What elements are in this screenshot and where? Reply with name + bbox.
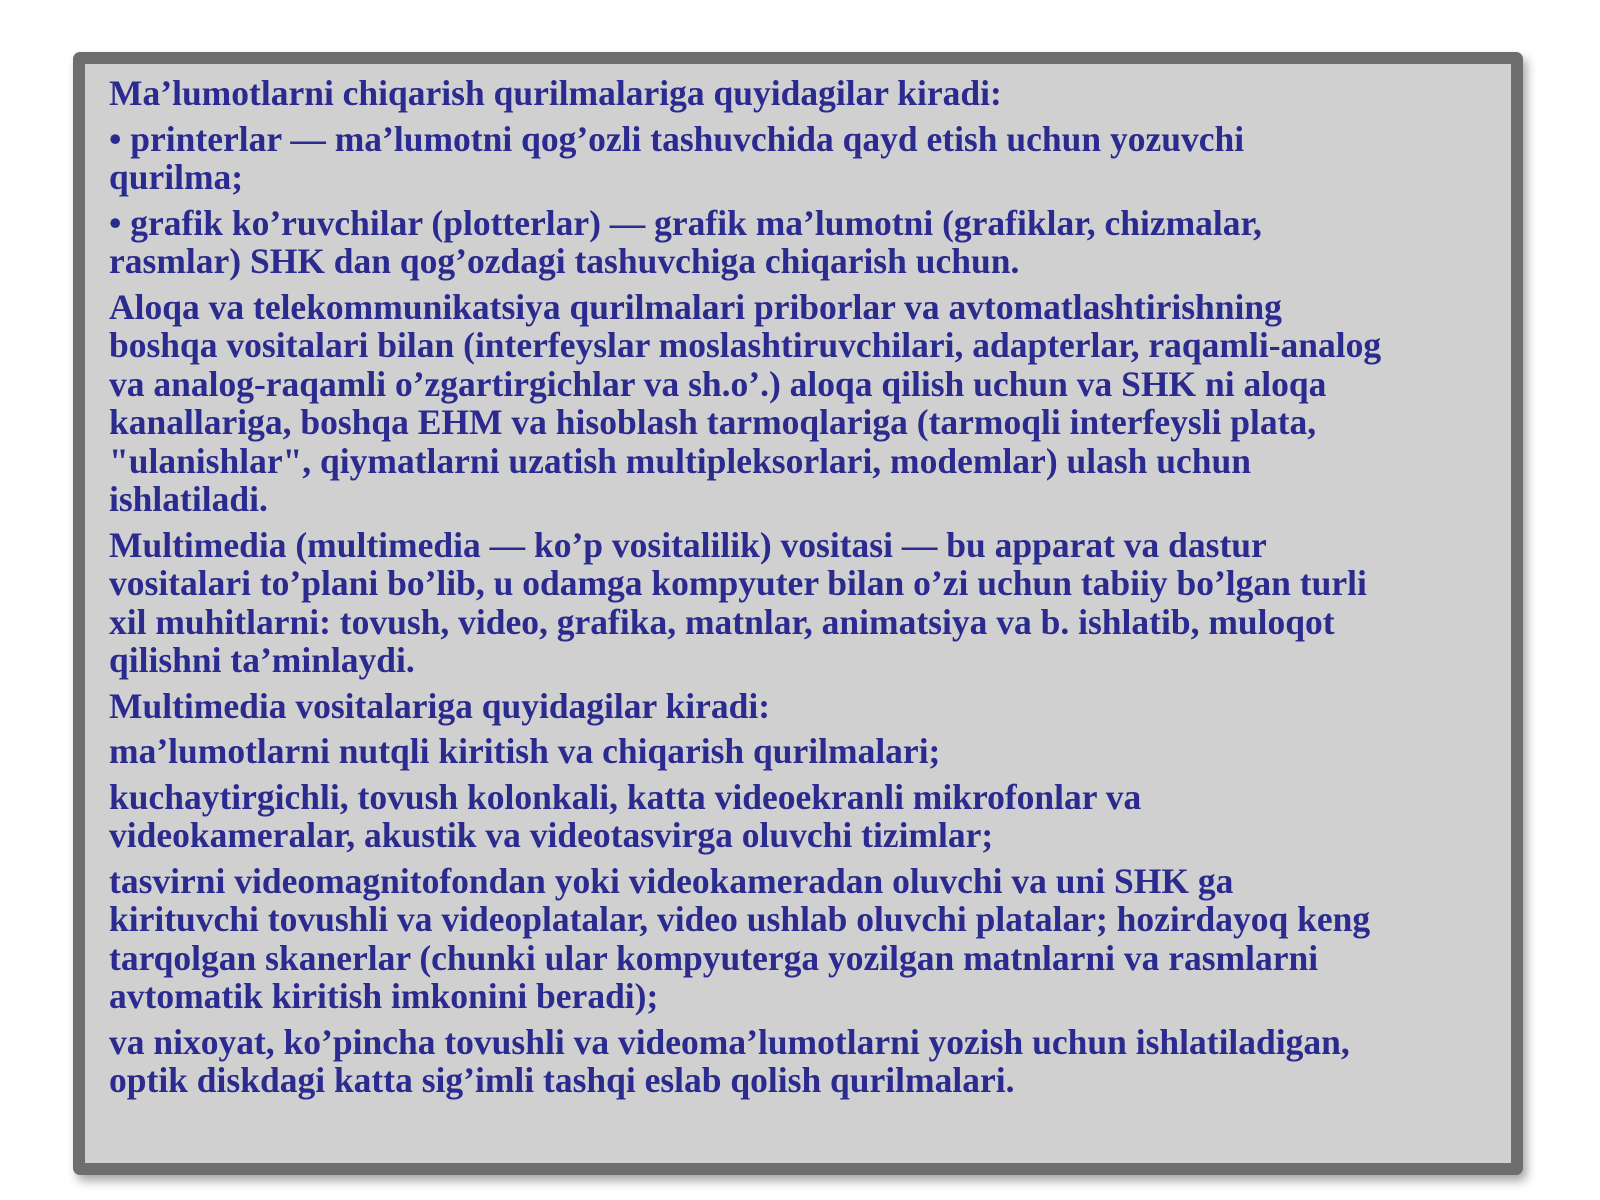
- text-line: tarqolgan skanerlar (chunki ular kompyuterga yozilgan matnlarni va rasmlarni: [109, 937, 1319, 978]
- paragraph: [109, 74, 1501, 113]
- text-line: avtomatik kiritish imkonini beradi);: [109, 976, 659, 1016]
- text-line: kirituvchi tovushli va videoplatalar, video ushlab oluvchi platalar; hozirdayoq keng: [109, 899, 1371, 939]
- text-frame: [73, 52, 1523, 1175]
- text-line: videokameralar, akustik va videotasvirga oluvchi tizimlar;: [109, 815, 994, 855]
- text-line: kuchaytirgichli, tovush kolonkali, katta videoekranli mikrofonlar va: [109, 776, 1142, 817]
- text-line: • printerlar — ma’lumotni qog’ozli tashuvchida qayd etish uchun yozuvchi: [109, 118, 1245, 159]
- text-line: vositalari to’plani bo’lib, u odamga kompyuter bilan o’zi uchun tabiiy bo’lgan turli: [109, 563, 1367, 603]
- paragraph: [109, 120, 1501, 197]
- text-line: va analog-raqamli o’zgartirgichlar va sh.o’.) aloqa qilish uchun va SHK ni aloqa: [109, 363, 1327, 404]
- text-line: Multimedia (multimedia — ko’p vositalilik) vositasi — bu apparat va dastur: [109, 524, 1267, 565]
- paragraph: [109, 778, 1501, 855]
- text-line: rasmlar) SHK dan qog’ozdagi tashuvchiga chiqarish uchun.: [109, 241, 1020, 281]
- text-line: qilishni ta’minlaydi.: [109, 640, 415, 680]
- text-line: optik diskdagi katta sig’imli tashqi eslab qolish qurilmalari.: [109, 1060, 1015, 1100]
- paragraph: [109, 862, 1501, 1016]
- text-line: "ulanishlar", qiymatlarni uzatish multipleksorlari, modemlar) ulash uchun: [109, 440, 1252, 481]
- text-line: boshqa vositalari bilan (interfeyslar moslashtiruvchilari, adapterlar, raqamli-analog: [109, 325, 1382, 365]
- text-line: va nixoyat, ko’pincha tovushli va videoma’lumotlarni yozish uchun ishlatiladigan,: [109, 1021, 1350, 1062]
- text-line: xil muhitlarni: tovush, video, grafika, matnlar, animatsiya va b. ishlatib, muloqot: [109, 601, 1335, 642]
- text-content: [109, 74, 1501, 1107]
- paragraph: [109, 526, 1501, 680]
- text-line: kanallariga, boshqa EHM va hisoblash tarmoqlariga (tarmoqli interfeysli plata,: [109, 402, 1317, 442]
- text-line: ma’lumotlarni nutqli kiritish va chiqarish qurilmalari;: [109, 731, 941, 771]
- text-line: Multimedia vositalariga quyidagilar kiradi:: [109, 685, 771, 726]
- paragraph: [109, 204, 1501, 281]
- text-line: tasvirni videomagnitofondan yoki videokameradan oluvchi va uni SHK ga: [109, 860, 1234, 901]
- paragraph: [109, 687, 1501, 726]
- text-line: Aloqa va telekommunikatsiya qurilmalari priborlar va avtomatlashtirishning: [109, 286, 1282, 327]
- paragraph: [109, 1023, 1501, 1100]
- text-line: ishlatiladi.: [109, 479, 268, 519]
- text-line: • grafik ko’ruvchilar (plotterlar) — grafik ma’lumotni (grafiklar, chizmalar,: [109, 202, 1262, 243]
- paragraph: [109, 288, 1501, 519]
- text-line: Ma’lumotlarni chiqarish qurilmalariga quyidagilar kiradi:: [109, 73, 1002, 113]
- text-line: qurilma;: [109, 157, 244, 197]
- paragraph: [109, 732, 1501, 771]
